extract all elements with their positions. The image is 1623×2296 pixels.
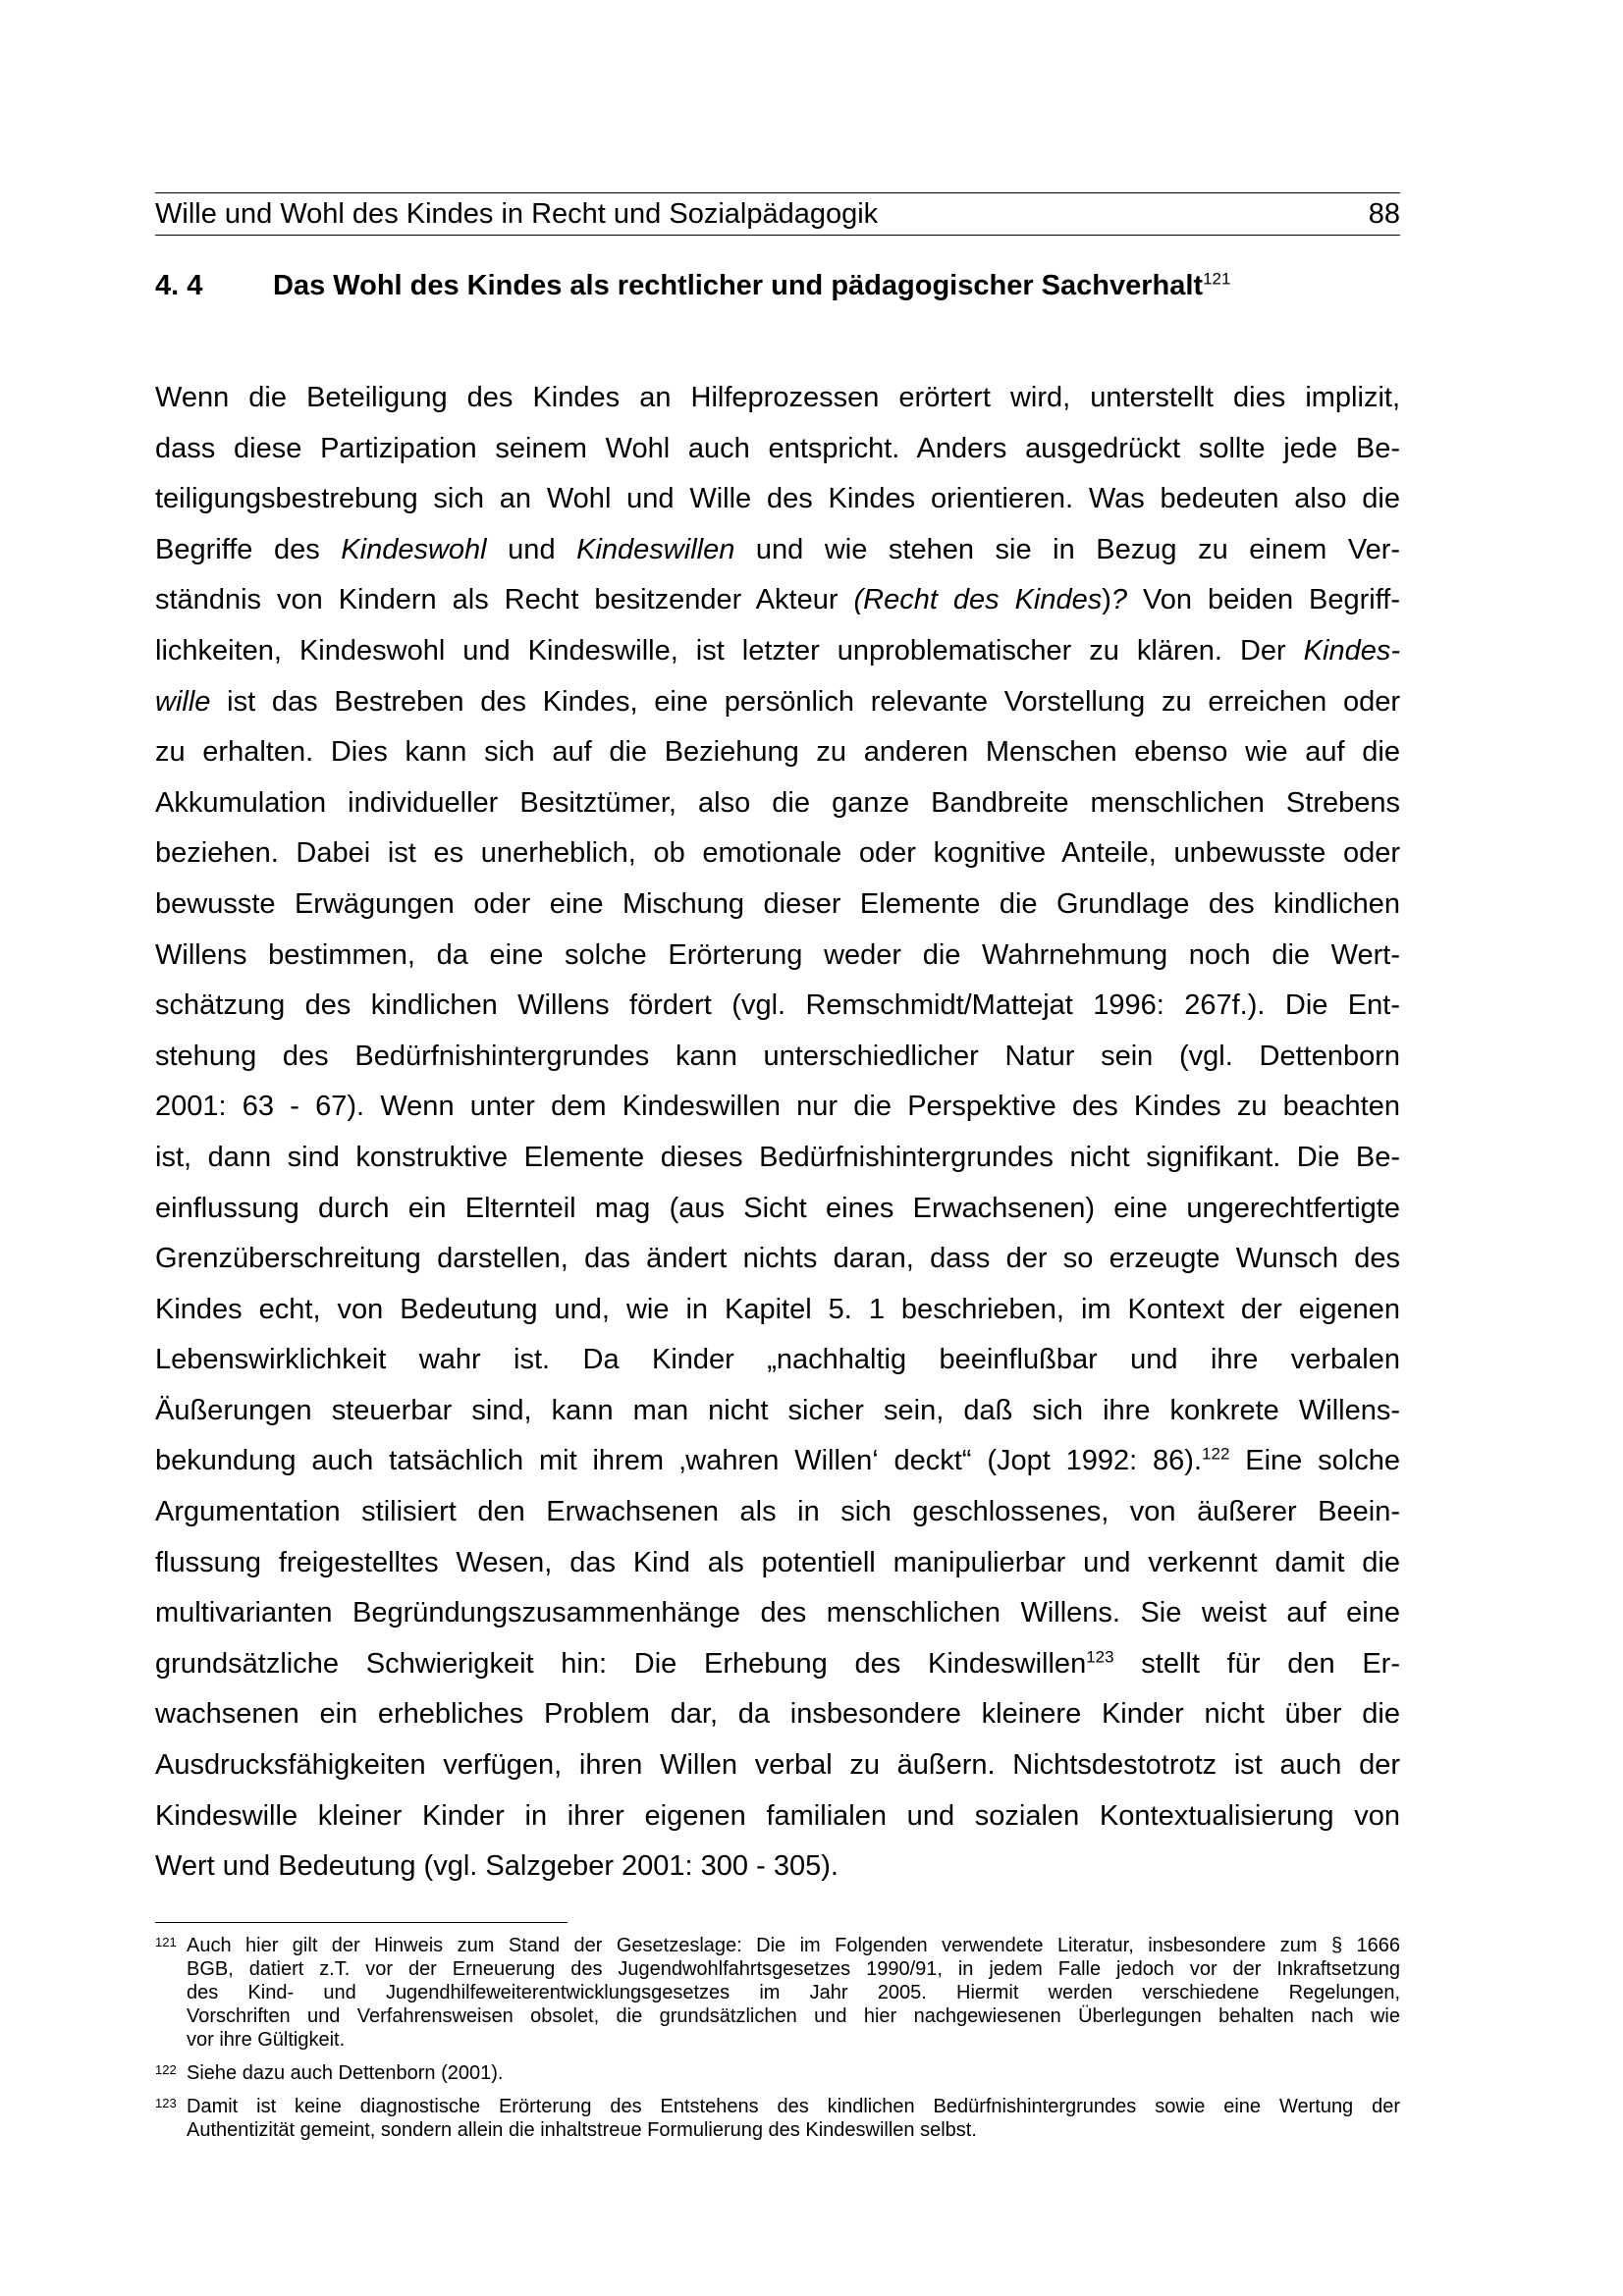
footnote-mark: 123 [155, 2096, 177, 2110]
text-line: grundsätzliche Schwierigkeit hin: Die Erhebung des Kindeswillen$^{123}$ stellt für den Er- [155, 1647, 1400, 1680]
text-line: Wenn die Beteiligung des Kindes an Hilfeprozessen erörtert wird, unterstellt dies implizit, [155, 382, 1400, 413]
text-line: zu erhalten. Dies kann sich auf die Beziehung zu anderen Menschen ebenso wie auf die [155, 736, 1400, 769]
text-line: ständnis von Kindern als Recht besitzender Akteur (Recht des Kindes)? Von beiden Begriff- [155, 584, 1400, 616]
text-line: stehung des Bedürfnishintergrundes kann unterschiedlicher Natur sein (vgl. Dettenborn [155, 1040, 1400, 1072]
text-line: Akkumulation individueller Besitztümer, also die ganze Bandbreite menschlichen Strebens [155, 786, 1400, 819]
text-line: lichkeiten, Kindeswohl und Kindeswille, ist letzter unproblematischer zu klären. Der Kindes- [155, 634, 1400, 667]
text-line: Lebenswirklichkeit wahr ist. Da Kinder „nachhaltig beeinflußbar und ihre verbalen [155, 1344, 1400, 1376]
footnote-line: Damit ist keine diagnostische Erörterung des Entstehens des kindlichen Bedürfnishintergrundes sowie eine Wertung der [187, 2096, 1400, 2117]
emphasis: Kindeswillen [576, 533, 735, 565]
text-line: 2001: 63 - 67). Wenn unter dem Kindeswillen nur die Perspektive des Kindes zu beachten [155, 1091, 1400, 1123]
text-line: bekundung auch tatsächlich mit ihrem ‚wahren Willen‘ deckt“ (Jopt 1992: 86).$^{122}$ Eine solche [155, 1444, 1400, 1477]
text-line: Äußerungen steuerbar sind, kann man nicht sicher sein, daß sich ihre konkrete Willens- [155, 1394, 1400, 1426]
text-line: schätzung des kindlichen Willens fördert (vgl. Remschmidt/Mattejat 1996: 267f.). Die Ent- [155, 989, 1400, 1022]
text-line: Willens bestimmen, da eine solche Erörterung weder die Wahrnehmung noch die Wert- [155, 938, 1400, 971]
section-title: Das Wohl des Kindes als rechtlicher und pädagogischer Sachverhalt [273, 270, 1204, 301]
text-line: dass diese Partizipation seinem Wohl auch entspricht. Anders ausgedrückt sollte jede Be- [155, 432, 1400, 464]
header-title: Wille und Wohl des Kindes in Recht und Sozialpädagogik [155, 197, 879, 230]
footnote-mark: 121 [155, 1935, 177, 1949]
footnote-line: Siehe dazu auch Dettenborn (2001). [187, 2062, 504, 2084]
body-text [155, 373, 1400, 1893]
page-number: 88 [1368, 197, 1400, 230]
footnote-line: Auch hier gilt der Hinweis zum Stand der Gesetzeslage: Die im Folgenden verwendete Literatur, insbesondere zum § 1666 [187, 1935, 1400, 1956]
footnote-separator [155, 1922, 568, 1923]
text-line: flussung freigestelltes Wesen, das Kind als potentiell manipulierbar und verkennt damit die [155, 1546, 1400, 1578]
text-line: bewusste Erwägungen oder eine Mischung dieser Elemente die Grundlage des kindlichen [155, 887, 1400, 920]
emphasis: Kindes- [1303, 634, 1400, 667]
running-header [155, 192, 1400, 236]
text-line: teiligungsbestrebung sich an Wohl und Wille des Kindes orientieren. Was bedeuten also die [155, 483, 1400, 515]
footnote-line: Authentizität gemeint, sondern allein die inhaltstreue Formulierung des Kindeswillen selbst. [187, 2119, 977, 2141]
text-line: Kindes echt, von Bedeutung und, wie in Kapitel 5. 1 beschrieben, im Kontext der eigenen [155, 1293, 1400, 1325]
footnote [155, 2095, 1400, 2142]
footnote [155, 1934, 1400, 2052]
footnote-line: des Kind- und Jugendhilfeweiterentwicklungsgesetzes im Jahr 2005. Hiermit werden verschiedene Regelungen, [187, 1982, 1400, 2003]
footnote-line: vor ihre Gültigkeit. [187, 2029, 346, 2051]
footnote-ref: 121 [1203, 269, 1231, 289]
section-heading [155, 270, 1400, 302]
text-line: wille ist das Bestreben des Kindes, eine persönlich relevante Vorstellung zu erreichen oder [155, 685, 1400, 718]
emphasis: wille [155, 685, 211, 718]
text-line: Begriffe des Kindeswohl und Kindeswillen und wie stehen sie in Bezug zu einem Ver- [155, 533, 1401, 565]
text-line: multivarianten Begründungszusammenhänge des menschlichen Willens. Sie weist auf eine [155, 1597, 1400, 1629]
text-line: wachsenen ein erhebliches Problem dar, da insbesondere kleinere Kinder nicht über die [155, 1698, 1400, 1731]
section-number: 4. 4 [155, 270, 203, 301]
footnote-line: Vorschriften und Verfahrensweisen obsolet, die grundsätzlichen und hier nachgewiesenen Überlegungen behalten nach wie [187, 2005, 1400, 2027]
footnote-mark: 122 [155, 2062, 177, 2077]
footnote-ref: 122 [1202, 1444, 1230, 1464]
text-line: Ausdrucksfähigkeiten verfügen, ihren Willen verbal zu äußern. Nichtsdestotrotz ist auch der [155, 1749, 1400, 1782]
text-line: ist, dann sind konstruktive Elemente dieses Bedürfnishintergrundes nicht signifikant. Die Be- [155, 1141, 1400, 1173]
footnote [155, 2061, 1400, 2085]
footnote-line: BGB, datiert z.T. vor der Erneuerung des Jugendwohlfahrtsgesetzes 1990/91, in jedem Falle jedoch vor der Inkraftsetzung [187, 1958, 1400, 1980]
text-line: Grenzüberschreitung darstellen, das ändert nichts daran, dass der so erzeugte Wunsch des [155, 1243, 1400, 1275]
text-line: Argumentation stilisiert den Erwachsenen als in sich geschlossenes, von äußerer Beein- [155, 1496, 1400, 1528]
emphasis: (Recht des Kindes [853, 584, 1103, 616]
emphasis: Kindeswohl [341, 533, 487, 565]
emphasis: ? [1110, 584, 1128, 616]
footnote-ref: 123 [1086, 1647, 1114, 1667]
text-line: Kindeswille kleiner Kinder in ihrer eigenen familialen und sozialen Kontextualisierung von [155, 1799, 1400, 1832]
footnotes [155, 1934, 1400, 2152]
text-line: beziehen. Dabei ist es unerheblich, ob emotionale oder kognitive Anteile, unbewusste oder [155, 837, 1400, 870]
text-line: einflussung durch ein Elternteil mag (aus Sicht eines Erwachsenen) eine ungerechtfertigte [155, 1192, 1400, 1224]
text-line: Wert und Bedeutung (vgl. Salzgeber 2001: 300 - 305). [155, 1850, 839, 1883]
